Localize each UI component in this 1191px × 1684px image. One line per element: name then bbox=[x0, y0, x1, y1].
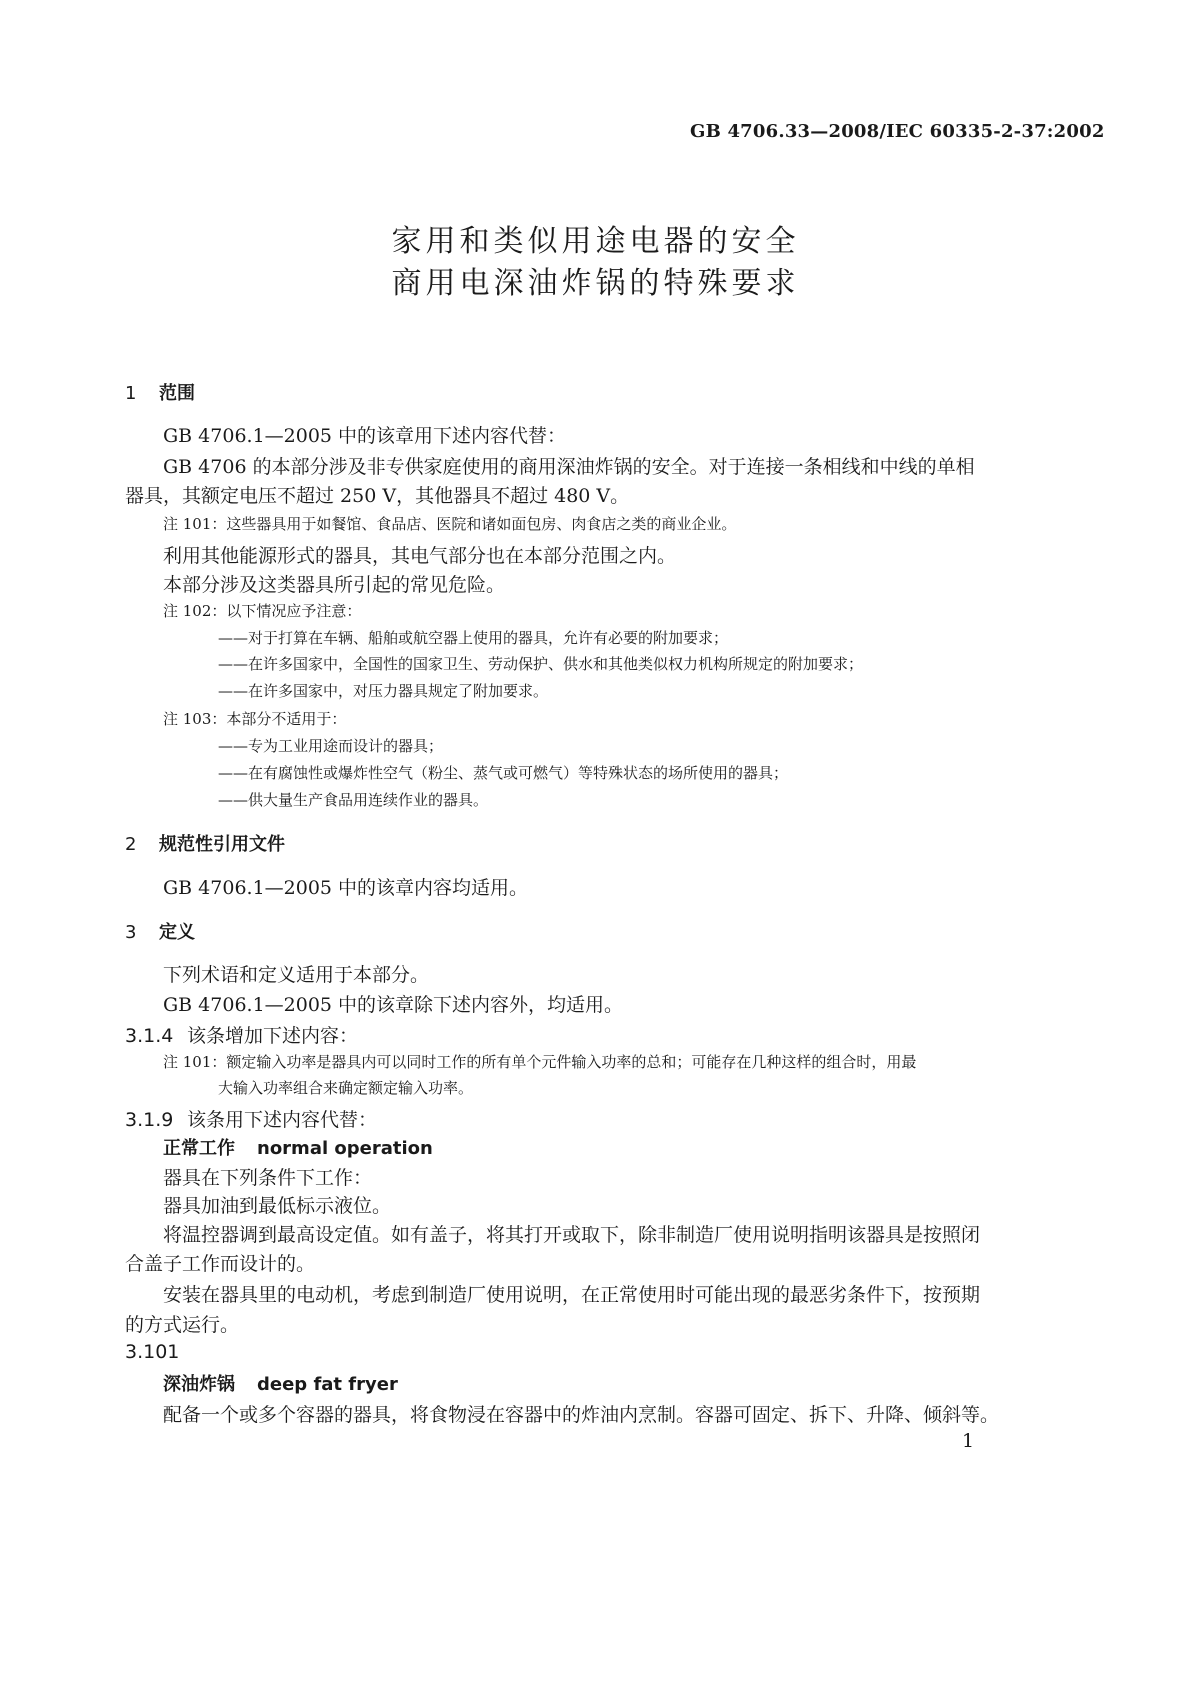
paragraph: 将温控器调到最高设定值。如有盖子，将其打开或取下，除非制造厂使用说明指明该器具是按照闭 bbox=[163, 1224, 981, 1246]
term-cn: 正常工作 bbox=[163, 1138, 235, 1159]
section-number: 1 bbox=[125, 383, 137, 404]
page-title-line1: 家用和类似用途电器的安全 bbox=[391, 224, 800, 259]
paragraph: GB 4706.1—2005 中的该章内容均适用。 bbox=[163, 877, 529, 899]
clause-number: 3.1.9 bbox=[125, 1109, 174, 1131]
paragraph: 配备一个或多个容器的器具，将食物浸在容器中的炸油内烹制。容器可固定、拆下、升降、倾斜等。 bbox=[163, 1404, 1000, 1426]
term-en: deep fat fryer bbox=[257, 1374, 398, 1395]
section-2-heading bbox=[125, 830, 285, 856]
clause-3-1-9 bbox=[125, 1105, 377, 1132]
clause-number: 3.1.4 bbox=[125, 1025, 174, 1047]
note-continuation: 大输入功率组合来确定额定输入功率。 bbox=[218, 1079, 474, 1097]
paragraph: 合盖子工作而设计的。 bbox=[125, 1253, 316, 1275]
paragraph: 器具，其额定电压不超过 250 V，其他器具不超过 480 V。 bbox=[125, 485, 630, 507]
paragraph: 器具在下列条件下工作： bbox=[163, 1167, 373, 1189]
list-item: ——在许多国家中，全国性的国家卫生、劳动保护、供水和其他类似权力机构所规定的附加要求； bbox=[218, 655, 864, 673]
term-cn: 深油炸锅 bbox=[163, 1374, 235, 1395]
clause-3-101-number: 3.101 bbox=[125, 1341, 180, 1363]
clause-text: 该条增加下述内容： bbox=[187, 1025, 359, 1047]
clause-3-1-4 bbox=[125, 1021, 358, 1048]
page-number: 1 bbox=[962, 1430, 975, 1452]
paragraph: 器具加油到最低标示液位。 bbox=[163, 1195, 392, 1217]
list-item: ——专为工业用途而设计的器具； bbox=[218, 737, 444, 755]
paragraph: GB 4706 的本部分涉及非专供家庭使用的商用深油炸锅的安全。对于连接一条相线和中线的单相 bbox=[163, 456, 975, 478]
note: 注 101：这些器具用于如餐馆、食品店、医院和诸如面包房、肉食店之类的商业企业。 bbox=[163, 515, 737, 533]
paragraph: 安装在器具里的电动机，考虑到制造厂使用说明，在正常使用时可能出现的最恶劣条件下，按预期 bbox=[163, 1284, 981, 1306]
section-title: 范围 bbox=[159, 383, 195, 404]
note: 注 101：额定输入功率是器具内可以同时工作的所有单个元件输入功率的总和；可能存在几种这样的组合时，用最 bbox=[163, 1053, 917, 1071]
paragraph: 本部分涉及这类器具所引起的常见危险。 bbox=[163, 574, 506, 596]
term-en: normal operation bbox=[257, 1138, 433, 1159]
list-item: ——对于打算在车辆、船舶或航空器上使用的器具，允许有必要的附加要求； bbox=[218, 629, 729, 647]
term-deep-fat-fryer bbox=[163, 1370, 398, 1396]
section-title: 规范性引用文件 bbox=[159, 834, 285, 855]
section-number: 2 bbox=[125, 834, 137, 855]
note: 注 103：本部分不适用于： bbox=[163, 710, 347, 728]
section-1-heading bbox=[125, 379, 195, 405]
term-normal-operation bbox=[163, 1134, 433, 1160]
list-item: ——在有腐蚀性或爆炸性空气（粉尘、蒸气或可燃气）等特殊状态的场所使用的器具； bbox=[218, 764, 789, 782]
page-title-line2: 商用电深油炸锅的特殊要求 bbox=[391, 266, 800, 301]
section-3-heading bbox=[125, 918, 195, 944]
note: 注 102：以下情况应予注意： bbox=[163, 602, 362, 620]
paragraph: GB 4706.1—2005 中的该章除下述内容外，均适用。 bbox=[163, 994, 624, 1016]
section-number: 3 bbox=[125, 922, 137, 943]
list-item: ——在许多国家中，对压力器具规定了附加要求。 bbox=[218, 682, 549, 700]
clause-text: 该条用下述内容代替： bbox=[187, 1109, 378, 1131]
section-title: 定义 bbox=[159, 922, 195, 943]
paragraph: GB 4706.1—2005 中的该章用下述内容代替： bbox=[163, 425, 567, 447]
paragraph: 的方式运行。 bbox=[125, 1314, 240, 1336]
paragraph: 下列术语和定义适用于本部分。 bbox=[163, 964, 430, 986]
paragraph: 利用其他能源形式的器具，其电气部分也在本部分范围之内。 bbox=[163, 545, 677, 567]
list-item: ——供大量生产食品用连续作业的器具。 bbox=[218, 791, 489, 809]
standard-id: GB 4706.33—2008/IEC 60335-2-37:2002 bbox=[690, 121, 1105, 142]
